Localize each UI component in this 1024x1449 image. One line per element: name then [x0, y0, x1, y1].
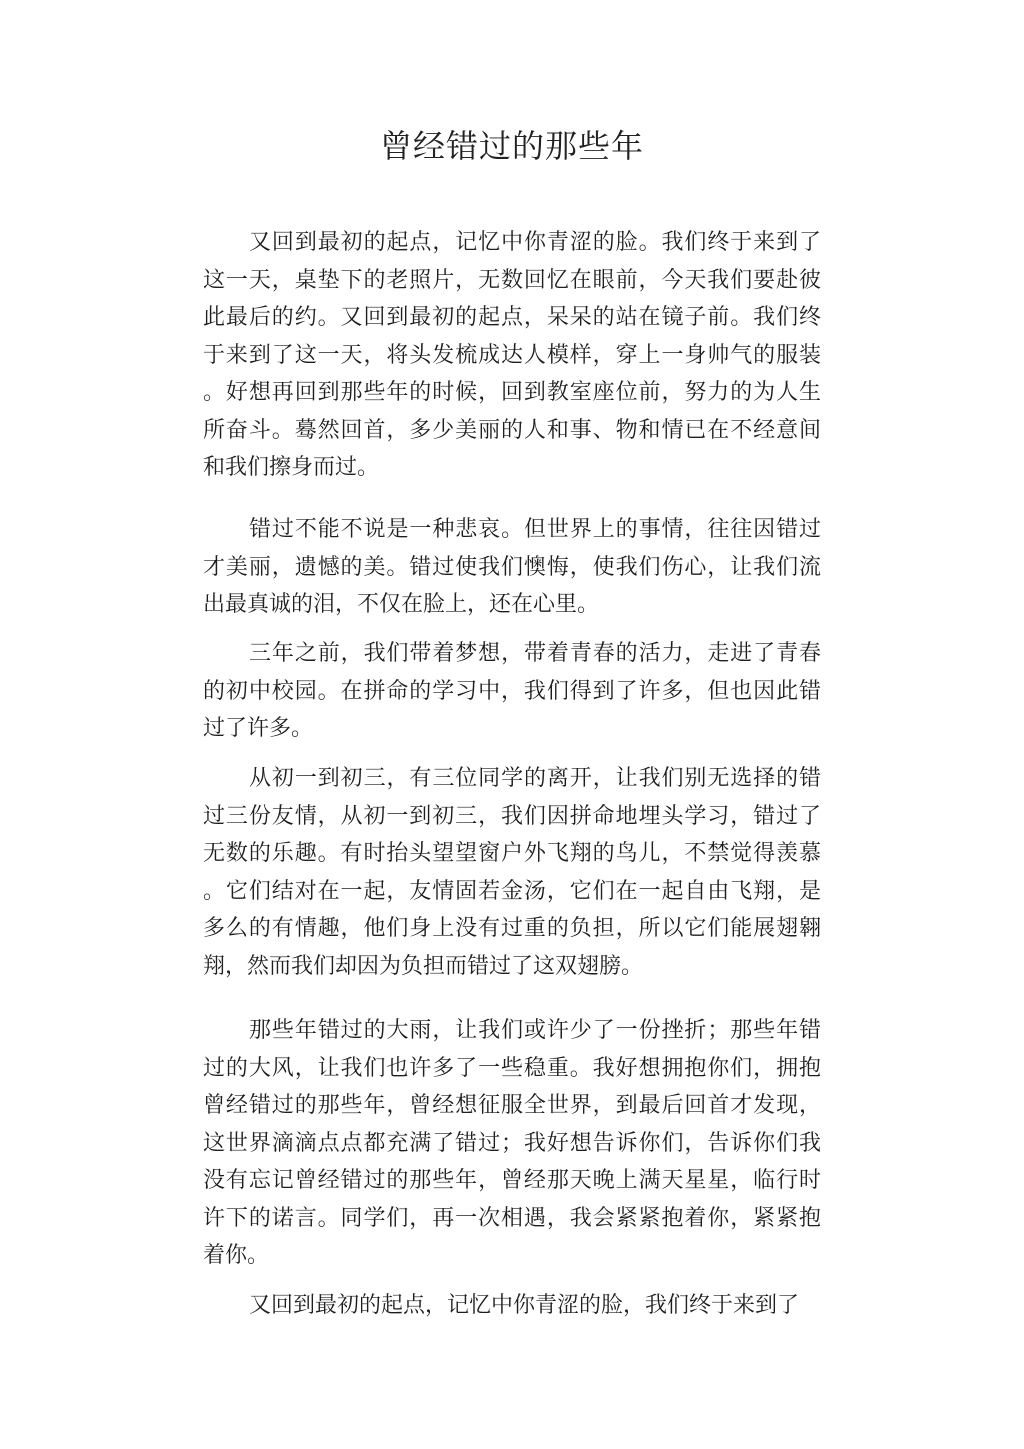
page-title: 曾经错过的那些年: [379, 127, 644, 165]
paragraph-line: 才美丽，遗憾的美。错过使我们懊悔，使我们伤心，让我们流: [203, 554, 821, 580]
paragraph-2: [203, 511, 821, 624]
paragraph-line: 和我们擦身而过。: [203, 455, 380, 480]
paragraph-line: 。它们结对在一起，友情固若金汤，它们在一起自由飞翔，是: [203, 878, 821, 904]
paragraph-line: 过的大风，让我们也许多了一些稳重。我好想拥抱你们，拥抱: [203, 1055, 821, 1081]
paragraph-line: 这世界滴滴点点都充满了错过；我好想告诉你们，告诉你们我: [203, 1130, 821, 1156]
paragraph-line: 曾经错过的那些年，曾经想征服全世界，到最后回首才发现，: [203, 1093, 821, 1118]
paragraph-line: 无数的乐趣。有时抬头望望窗户外飞翔的鸟儿，不禁觉得羡慕: [203, 841, 821, 866]
paragraph-line: 所奋斗。蓦然回首，多少美丽的人和事、物和情已在不经意间: [203, 417, 821, 443]
paragraph-line: 翔，然而我们却因为负担而错过了这双翅膀。: [203, 953, 644, 979]
paragraph-line: 过了许多。: [203, 716, 314, 741]
paragraph-line: 此最后的约。又回到最初的起点，呆呆的站在镜子前。我们终: [203, 305, 821, 330]
paragraph-line: 过三份友情，从初一到初三，我们因拼命地埋头学习，错过了: [203, 803, 821, 829]
paragraph-line: 错过不能不说是一种悲哀。但世界上的事情，往往因错过: [249, 517, 821, 542]
paragraph-line: 于来到了这一天，将头发梳成达人模样，穿上一身帅气的服装: [203, 342, 821, 368]
paragraph-line: 没有忘记曾经错过的那些年，曾经那天晚上满天星星，临行时: [203, 1168, 821, 1193]
paragraph-line: 出最真诚的泪，不仅在脸上，还在心里。: [203, 592, 600, 617]
paragraph-line: 许下的诺言。同学们，再一次相遇，我会紧紧抱着你，紧紧抱: [203, 1205, 821, 1231]
paragraph-4: [203, 760, 821, 985]
paragraph-line: 这一天，桌垫下的老照片，无数回忆在眼前，今天我们要赴彼: [203, 267, 821, 293]
paragraph-6: [203, 1287, 821, 1325]
paragraph-line: 。好想再回到那些年的时候，回到教室座位前，努力的为人生: [203, 380, 821, 405]
paragraph-3: [203, 635, 821, 748]
paragraph-line: 又回到最初的起点，记忆中你青涩的脸。我们终于来到了: [249, 230, 821, 255]
paragraph-line: 又回到最初的起点，记忆中你青涩的脸，我们终于来到了: [249, 1293, 800, 1318]
paragraph-1: [203, 224, 821, 487]
paragraph-line: 着你。: [203, 1243, 270, 1268]
paragraph-line: 多么的有情趣，他们身上没有过重的负担，所以它们能展翅翱: [203, 916, 821, 941]
paragraph-line: 三年之前，我们带着梦想，带着青春的活力，走进了青春: [249, 641, 821, 666]
paragraph-line: 的初中校园。在拼命的学习中，我们得到了许多，但也因此错: [203, 678, 821, 704]
paragraph-line: 那些年错过的大雨，让我们或许少了一份挫折；那些年错: [249, 1018, 821, 1043]
paragraph-line: 从初一到初三，有三位同学的离开，让我们别无选择的错: [249, 766, 821, 791]
paragraph-5: [203, 1012, 821, 1275]
